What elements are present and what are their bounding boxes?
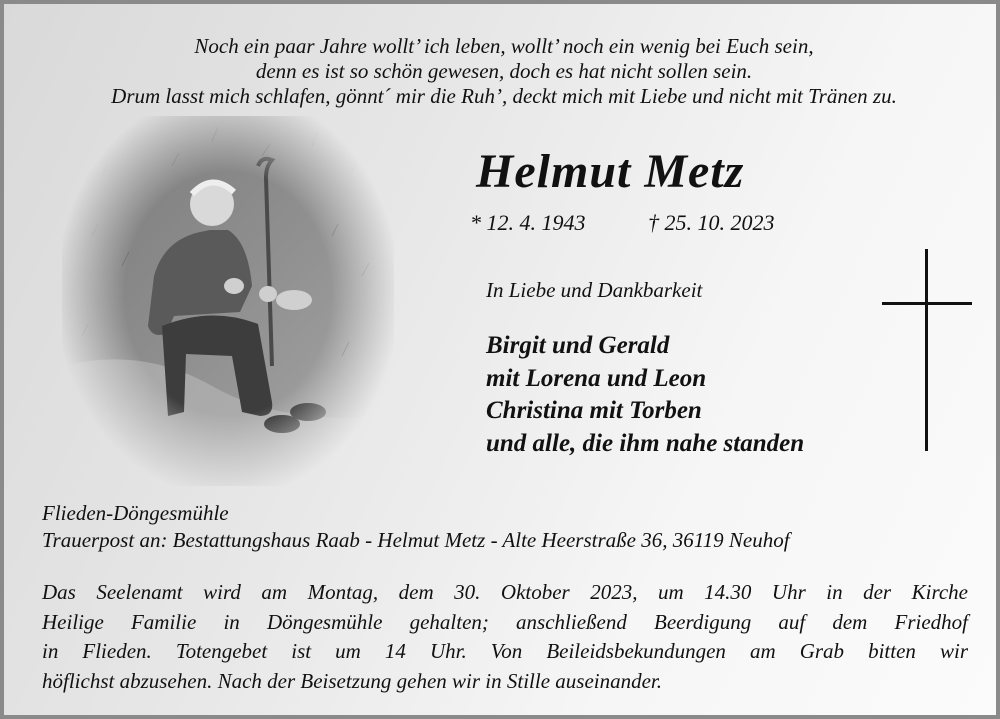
life-dates <box>470 210 775 236</box>
place-name: Flieden-Döngesmühle <box>42 501 229 525</box>
notice-line: Heilige Familie in Döngesmühle gehalten; anschließend Beerdigung auf dem Friedhof <box>42 609 968 634</box>
poem-line: Drum lasst mich schlafen, gönnt´ mir die Ruh’, deckt mich mit Liebe und nicht mit Tränen zu. <box>111 84 897 108</box>
poem-line: Noch ein paar Jahre wollt’ ich leben, wollt’ noch ein wenig bei Euch sein, <box>194 34 814 58</box>
condolence-address: Trauerpost an: Bestattungshaus Raab - Helmut Metz - Alte Heerstraße 36, 36119 Neuhof <box>42 528 790 552</box>
poem-line: denn es ist so schön gewesen, doch es hat nicht sollen sein. <box>255 59 753 83</box>
mourners-list <box>486 330 804 460</box>
death-date: † 25. 10. 2023 <box>648 210 775 235</box>
cross-icon <box>882 249 972 451</box>
mourner-line: mit Lorena und Leon <box>486 364 707 392</box>
mourner-line: Christina mit Torben <box>486 397 702 424</box>
memorial-poem <box>4 34 1000 109</box>
birth-date: * 12. 4. 1943 <box>470 210 586 235</box>
address-block <box>42 500 790 554</box>
mourner-line: Birgit und Gerald <box>486 332 670 359</box>
notice-line: höflichst abzusehen. Nach der Beisetzung gehen wir in Stille auseinander. <box>42 668 663 693</box>
dedication: In Liebe und Dankbarkeit <box>486 278 703 302</box>
funeral-notice <box>42 578 968 696</box>
mourner-line: und alle, die ihm nahe standen <box>486 429 805 457</box>
notice-line: in Flieden. Totengebet ist um 14 Uhr. Von Beileidsbekundungen am Grab bitten wir <box>42 639 968 663</box>
portrait-photo <box>62 116 394 486</box>
notice-line: Das Seelenamt wird am Montag, dem 30. Oktober 2023, um 14.30 Uhr in der Kirche <box>42 580 968 604</box>
deceased-name: Helmut Metz <box>476 145 745 198</box>
